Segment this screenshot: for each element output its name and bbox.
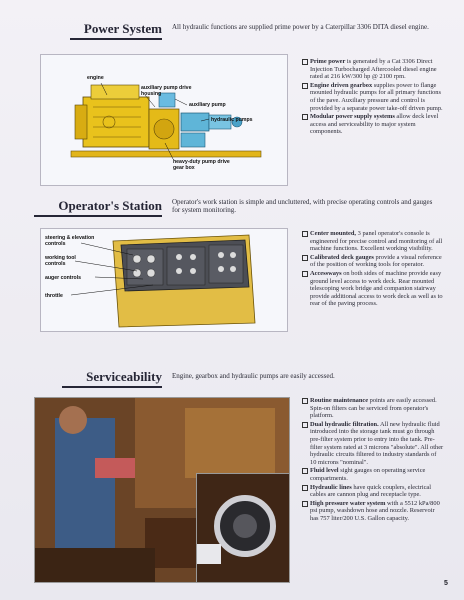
bullet-text: provide a visual reference of the position of working tools for operator.: [310, 253, 442, 269]
checkbox-icon: [302, 422, 308, 428]
bullet-lead: Fluid level: [310, 467, 339, 475]
list-item: [302, 421, 444, 467]
label-gear-box: heavy-duty pump drive gear box: [173, 159, 230, 171]
checkbox-icon: [302, 485, 308, 491]
label-steering: steering & elevation controls: [45, 235, 95, 247]
checkbox-icon: [302, 468, 308, 474]
service-intro: Engine, gearbox and hydraulic pumps are easily accessed.: [172, 372, 335, 380]
checkbox-icon: [302, 271, 308, 277]
label-throttle: throttle: [45, 293, 63, 299]
bullet-text: have quick couplers, electrical cables are cannon plug and receptacle type.: [310, 483, 432, 499]
bullet-lead: Calibrated deck gauges: [310, 253, 374, 261]
bullet-text: sight gauges on operating service compartments.: [310, 467, 426, 482]
bullet-lead: Center mounted,: [310, 230, 357, 237]
label-working-tool: working tool controls: [45, 255, 76, 267]
filter-inset-photo: [197, 474, 289, 582]
list-item: [302, 113, 444, 136]
bullet-text: allow deck level access and serviceability to major system components.: [310, 113, 439, 136]
section-heading-power: [70, 21, 162, 37]
bullet-lead: Hydraulic lines: [310, 483, 352, 491]
power-title-text: Power System: [83, 21, 162, 36]
bullet-text: All new hydraulic fluid introduced into the storage tank must go through pre-filter system prior to entry into the tank. Pre-filter system rated at 3 microns "absolute". All other hydraulic circuits filtered to industry standards of 10 microns "nominal".: [310, 420, 444, 466]
label-aux-pump: auxiliary pump: [189, 102, 226, 108]
bullet-lead: High pressure water system: [310, 499, 386, 507]
label-auger: auger controls: [45, 275, 82, 281]
operator-intro: Operator's work station is simple and uncluttered, with precise operating controls and gauges for system monitoring.: [172, 198, 433, 214]
list-item: [302, 82, 444, 112]
checkbox-icon: [302, 114, 308, 120]
bullet-lead: Modular power supply systems: [310, 113, 395, 121]
engine-diagram: [40, 54, 288, 186]
bullet-lead: Accessways: [310, 269, 342, 277]
list-item: [302, 58, 444, 81]
service-title-text: Serviceability: [86, 369, 162, 384]
checkbox-icon: [302, 231, 308, 237]
heading-rule: [70, 38, 162, 40]
filter-photo: [196, 473, 290, 583]
power-intro: All hydraulic functions are supplied prime power by a Caterpillar 3306 DITA diesel engine.: [172, 23, 429, 31]
checkbox-icon: [302, 398, 308, 404]
checkbox-icon: [302, 59, 308, 65]
bullet-lead: Routine maintenance: [310, 397, 369, 404]
checkbox-icon: [302, 255, 308, 261]
label-hydraulic-pumps: hydraulic pumps: [211, 117, 253, 123]
bullet-text: points are easily accessed. Spin-on filters can be serviced from operator's platform.: [310, 397, 437, 420]
checkbox-icon: [302, 501, 308, 507]
label-aux-pump-drive: auxiliary pump drive housing: [141, 85, 192, 97]
operator-console-diagram: [40, 228, 288, 332]
bullet-text: supplies power to flange mounted hydraulic pumps for all primary functions of the pave. Auxiliary pressure and control is provided by a separate power take-off driven pump.: [310, 81, 443, 112]
bullet-text: on both sides of machine provide easy ground level access to work deck. Rear mounted telescoping work bridge and companion stairway provide additional access to work deck as well as to rear of the paving process.: [310, 269, 443, 308]
bullet-text: with a 5512 kPa/800 psi pump, washdown hose and nozzle. Reservoir has 757 liter/200 U.S. Gallon capacity.: [310, 499, 440, 522]
list-item: [302, 467, 444, 482]
list-item: [302, 270, 444, 308]
operator-bullets: [302, 230, 444, 309]
bullet-text: is generated by a Cat 3306 Direct Injection Turbocharged Aftercooled diesel engine rated at 216 kW/300 hp @ 2100 rpm.: [310, 58, 437, 81]
power-bullets: [302, 58, 444, 137]
heading-rule: [62, 386, 162, 388]
bullet-lead: Dual hydraulic filtration.: [310, 420, 379, 428]
section-heading-service: [62, 369, 162, 385]
page-number: 5: [444, 580, 448, 587]
label-engine: engine: [87, 75, 104, 81]
list-item: [302, 230, 444, 253]
list-item: [302, 484, 444, 499]
list-item: [302, 254, 444, 269]
bullet-lead: Prime power: [310, 58, 346, 65]
service-bullets: [302, 397, 444, 524]
checkbox-icon: [302, 83, 308, 89]
bullet-lead: Engine driven gearbox: [310, 81, 373, 89]
list-item: [302, 500, 444, 523]
list-item: [302, 397, 444, 420]
bullet-text: 3 panel operator's console is engineered for precise control and monitoring of all machine functions. Excellent working visibility.: [310, 230, 443, 253]
heading-rule: [34, 215, 162, 217]
section-heading-operator: [34, 198, 162, 214]
operator-title-text: Operator's Station: [58, 198, 162, 213]
